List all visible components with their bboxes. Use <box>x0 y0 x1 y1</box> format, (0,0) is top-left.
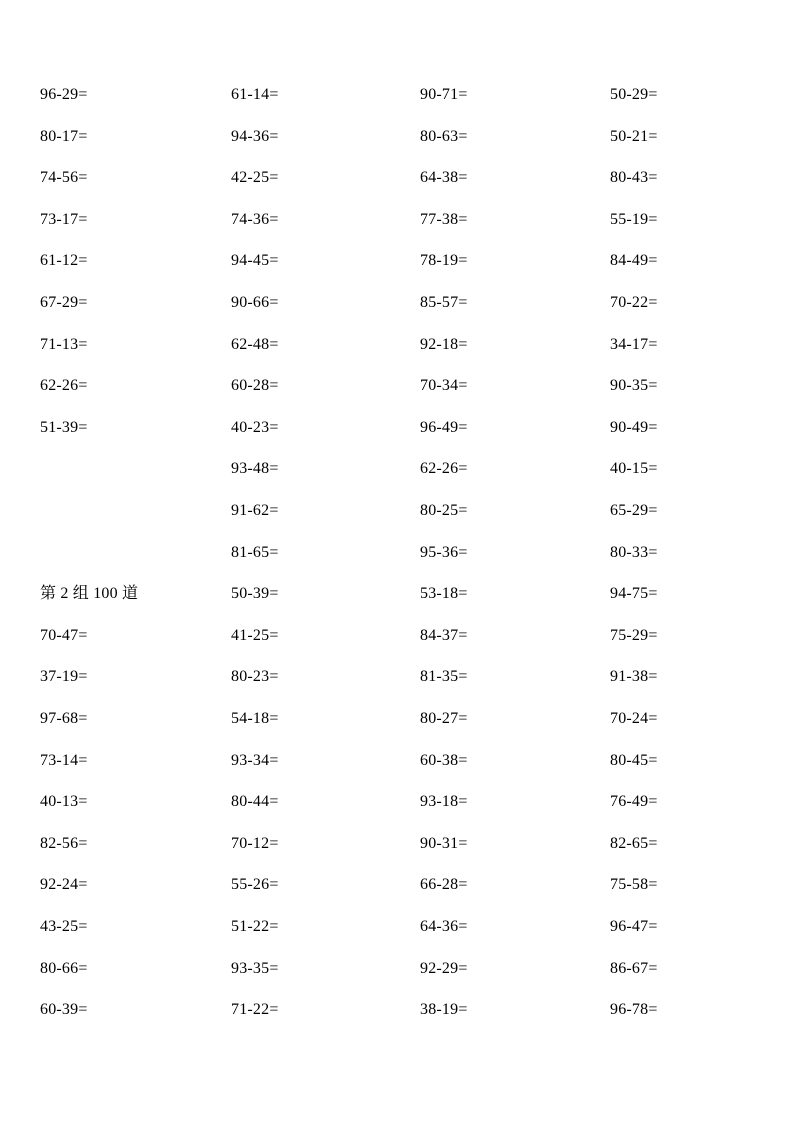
subtraction-problem: 80-66= <box>40 959 88 977</box>
subtraction-problem: 65-29= <box>610 502 658 519</box>
subtraction-problem: 71-22= <box>231 1001 279 1019</box>
subtraction-problem: 80-33= <box>610 543 658 561</box>
subtraction-problem: 90-66= <box>231 294 279 311</box>
subtraction-problem: 62-26= <box>420 460 468 478</box>
subtraction-problem: 86-67= <box>610 959 658 977</box>
subtraction-problem: 70-22= <box>610 294 658 311</box>
subtraction-problem: 71-13= <box>40 335 88 353</box>
subtraction-problem: 90-35= <box>610 377 658 395</box>
subtraction-problem: 53-18= <box>420 585 468 603</box>
subtraction-problem: 38-19= <box>420 1001 468 1019</box>
subtraction-problem: 85-57= <box>420 294 468 311</box>
subtraction-problem: 82-65= <box>610 834 658 852</box>
subtraction-problem: 94-75= <box>610 585 658 603</box>
subtraction-problem: 64-36= <box>420 918 468 935</box>
subtraction-problem: 66-28= <box>420 876 468 894</box>
subtraction-problem: 64-38= <box>420 169 468 187</box>
subtraction-problem: 60-39= <box>40 1001 88 1019</box>
subtraction-problem: 75-29= <box>610 626 658 644</box>
subtraction-problem: 93-48= <box>231 460 279 478</box>
subtraction-problem: 95-36= <box>420 543 468 561</box>
subtraction-problem: 84-49= <box>610 252 658 270</box>
subtraction-problem: 62-48= <box>231 335 279 353</box>
subtraction-problem: 40-15= <box>610 460 658 478</box>
subtraction-problem: 93-34= <box>231 751 279 769</box>
subtraction-problem: 82-56= <box>40 834 88 852</box>
subtraction-problem: 91-62= <box>231 502 279 519</box>
subtraction-problem: 93-35= <box>231 959 279 977</box>
subtraction-problem: 74-36= <box>231 210 279 228</box>
subtraction-problem: 96-49= <box>420 418 468 436</box>
subtraction-problem: 96-47= <box>610 918 658 935</box>
subtraction-problem: 67-29= <box>40 294 88 311</box>
subtraction-problem: 93-18= <box>420 793 468 811</box>
subtraction-problem: 40-23= <box>231 418 279 436</box>
subtraction-problem: 55-26= <box>231 876 279 894</box>
subtraction-problem: 94-45= <box>231 252 279 270</box>
subtraction-problem: 92-18= <box>420 335 468 353</box>
subtraction-problem: 77-38= <box>420 210 468 228</box>
subtraction-problem: 80-17= <box>40 127 88 145</box>
subtraction-problem: 78-19= <box>420 252 468 270</box>
subtraction-problem: 75-58= <box>610 876 658 894</box>
subtraction-problem: 43-25= <box>40 918 88 935</box>
subtraction-problem: 70-34= <box>420 377 468 395</box>
subtraction-problem: 96-78= <box>610 1001 658 1019</box>
group-heading: 第 2 组 100 道 <box>40 585 139 603</box>
subtraction-problem: 42-25= <box>231 169 279 187</box>
subtraction-problem: 76-49= <box>610 793 658 811</box>
subtraction-problem: 94-36= <box>231 127 279 145</box>
subtraction-problem: 61-14= <box>231 86 279 103</box>
subtraction-problem: 92-24= <box>40 876 88 894</box>
subtraction-problem: 80-45= <box>610 751 658 769</box>
subtraction-problem: 61-12= <box>40 252 88 270</box>
subtraction-problem: 51-22= <box>231 918 279 935</box>
subtraction-problem: 34-17= <box>610 335 658 353</box>
subtraction-problem: 74-56= <box>40 169 88 187</box>
subtraction-problem: 80-25= <box>420 502 468 519</box>
subtraction-problem: 73-17= <box>40 210 88 228</box>
subtraction-problem: 80-44= <box>231 793 279 811</box>
subtraction-problem: 54-18= <box>231 710 279 727</box>
subtraction-problem: 55-19= <box>610 210 658 228</box>
subtraction-problem: 81-65= <box>231 543 279 561</box>
subtraction-problem: 91-38= <box>610 668 658 686</box>
subtraction-problem: 50-39= <box>231 585 279 603</box>
subtraction-problem: 80-63= <box>420 127 468 145</box>
subtraction-problem: 41-25= <box>231 626 279 644</box>
subtraction-problem: 70-12= <box>231 834 279 852</box>
subtraction-problem: 60-38= <box>420 751 468 769</box>
subtraction-problem: 92-29= <box>420 959 468 977</box>
subtraction-problem: 73-14= <box>40 751 88 769</box>
subtraction-problem: 96-29= <box>40 86 88 103</box>
subtraction-problem: 90-31= <box>420 834 468 852</box>
subtraction-problem: 80-43= <box>610 169 658 187</box>
subtraction-problem: 70-24= <box>610 710 658 727</box>
subtraction-problem: 70-47= <box>40 626 88 644</box>
subtraction-problem: 51-39= <box>40 418 88 436</box>
subtraction-problem: 50-29= <box>610 86 658 103</box>
subtraction-problem: 84-37= <box>420 626 468 644</box>
subtraction-problem: 62-26= <box>40 377 88 395</box>
subtraction-problem: 37-19= <box>40 668 88 686</box>
subtraction-problem: 97-68= <box>40 710 88 727</box>
subtraction-problem: 60-28= <box>231 377 279 395</box>
subtraction-problem: 80-23= <box>231 668 279 686</box>
subtraction-problem: 50-21= <box>610 127 658 145</box>
subtraction-problem: 90-49= <box>610 418 658 436</box>
subtraction-problem: 80-27= <box>420 710 468 727</box>
subtraction-problem: 81-35= <box>420 668 468 686</box>
subtraction-problem: 40-13= <box>40 793 88 811</box>
subtraction-problem: 90-71= <box>420 86 468 103</box>
